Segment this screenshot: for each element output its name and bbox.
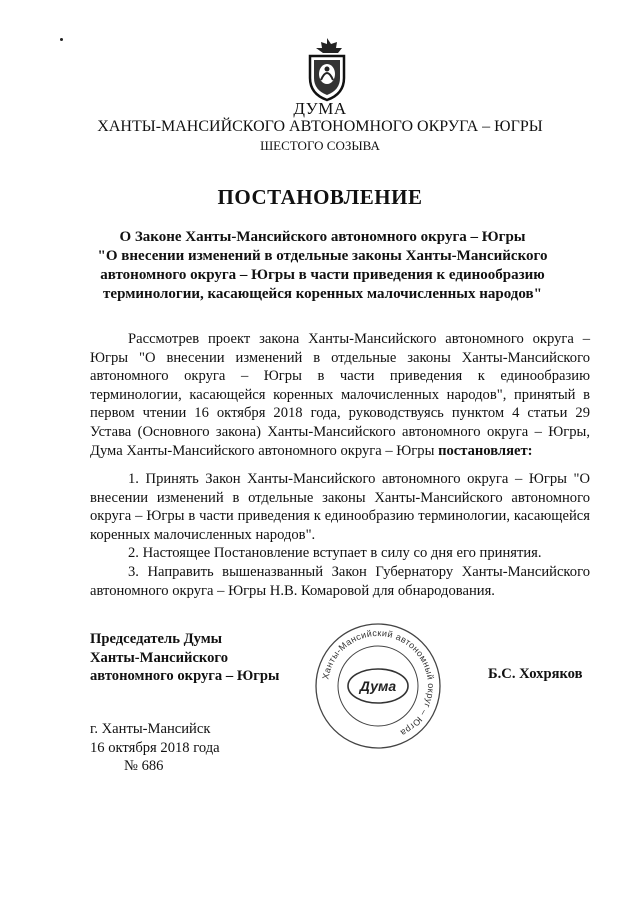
clauses: [90, 470, 590, 600]
official-stamp: [312, 620, 444, 752]
coat-of-arms-icon: [302, 36, 352, 102]
subject-line: О Законе Ханты-Мансийского автономного округа – Югры: [119, 229, 526, 245]
clause-1: 1. Принять Закон Ханты-Мансийского автономного округа – Югры "О внесении изменений в отдельные законы Ханты-Мансийского автономного округа – Югры в части приведения к единообразию терминологии, касающейся коренных малочисленных народов".: [90, 471, 590, 543]
signatory-title-line: Ханты-Мансийского: [90, 649, 228, 666]
document-subject: [80, 228, 565, 304]
date: 16 октября 2018 года: [90, 739, 220, 756]
subject-line: автономного округа – Югры в части приведения к единообразию: [100, 267, 545, 283]
document-number: № 686: [124, 758, 164, 775]
preamble: [90, 330, 590, 460]
subject-line: терминологии, касающейся коренных малочисленных народов": [103, 286, 542, 302]
subject-line: "О внесении изменений в отдельные законы Ханты-Мансийского: [97, 248, 548, 264]
document-type: ПОСТАНОВЛЕНИЕ: [217, 185, 423, 209]
clause-2: 2. Настоящее Постановление вступает в силу со дня его принятия.: [128, 545, 542, 562]
org-name: ДУМА: [293, 99, 347, 118]
city: г. Ханты-Мансийск: [90, 721, 211, 737]
signatory-name: Б.С. Хохряков: [488, 666, 583, 682]
preamble-resolves: постановляет:: [438, 442, 533, 459]
convocation: ШЕСТОГО СОЗЫВА: [260, 138, 380, 153]
preamble-text: Рассмотрев проект закона Ханты-Мансийского автономного округа – Югры "О внесении изменений в отдельные законы Ханты-Мансийского автономного округа – Югры в части приведения к единообразию терминологии, касающейся коренных малочисленных народов", принятый в первом чтении 16 октября 2018 года, руководствуясь пунктом 4 статьи 29 Устава (Основного закона) Ханты-Мансийского автономного округа – Югры, Дума Ханты-Мансийского автономного округа – Югры: [90, 331, 590, 459]
signatory-title: [90, 630, 279, 686]
stamp-center-text: Дума: [359, 678, 397, 694]
signatory-title-line: автономного округа – Югры: [90, 668, 280, 685]
stamp-ring-text: Ханты-Мансийский автономный округ – Югра: [320, 627, 437, 739]
scan-speck: [60, 38, 63, 41]
clause-3: 3. Направить вышеназванный Закон Губернатору Ханты-Мансийского автономного округа – Югры Н.В. Комаровой для обнародования.: [90, 563, 590, 599]
signatory-title-line: Председатель Думы: [90, 631, 223, 647]
preamble-paragraph: [90, 330, 590, 460]
region-name: ХАНТЫ-МАНСИЙСКОГО АВТОНОМНОГО ОКРУГА – ЮГРЫ: [97, 118, 543, 135]
place-and-date: [90, 720, 220, 776]
